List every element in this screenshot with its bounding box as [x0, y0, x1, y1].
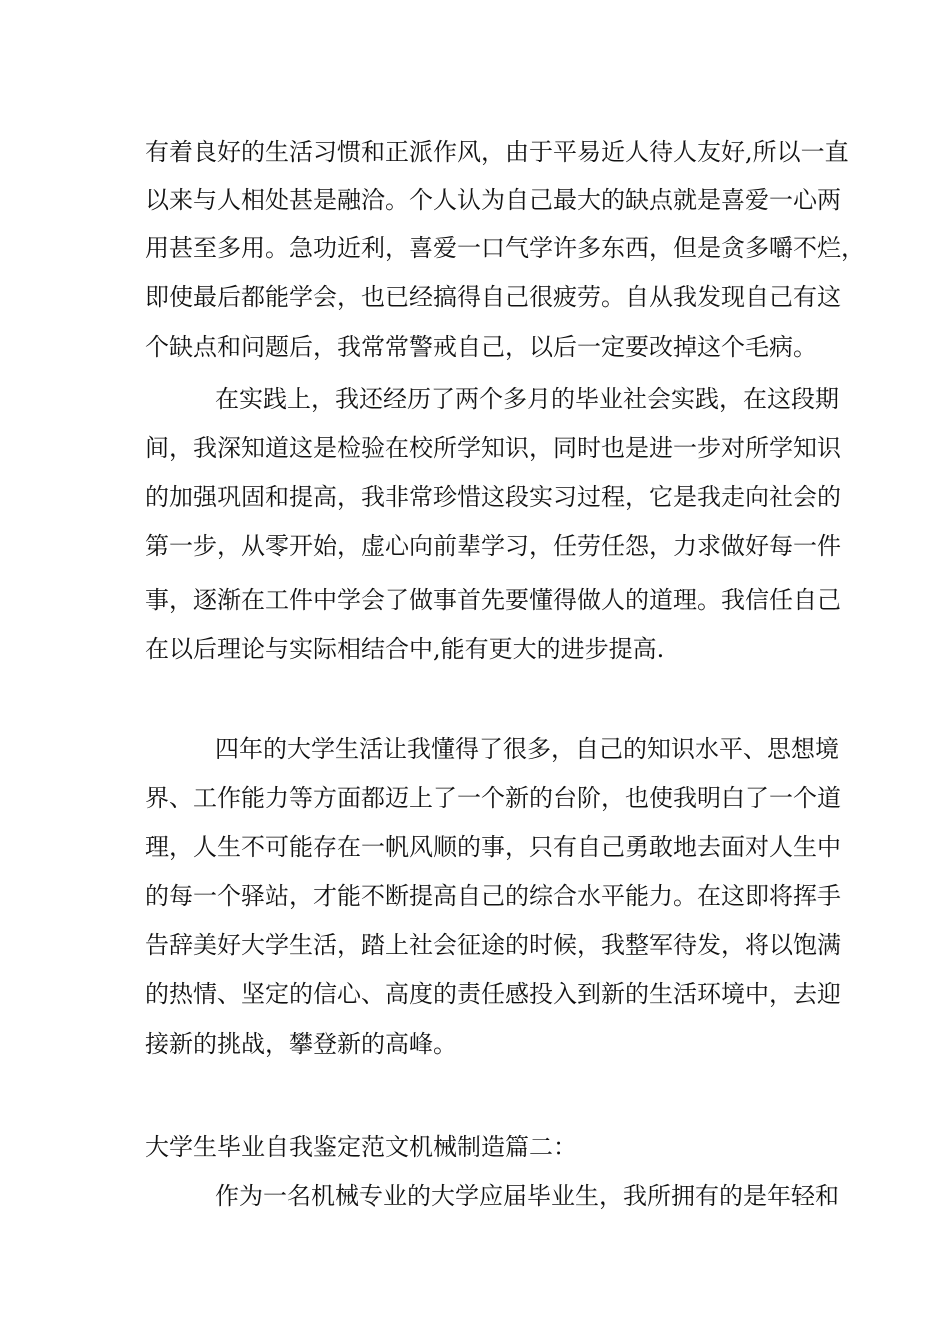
- paragraph-line: 在实践上，我还经历了两个多月的毕业社会实践，在这段期: [215, 385, 839, 413]
- paragraph-line: 个缺点和问题后，我常常警戒自己，以后一定要改掉这个毛病。: [145, 333, 817, 361]
- paragraph-line: 四年的大学生活让我懂得了很多，自己的知识水平、思想境: [215, 735, 839, 763]
- section-heading: 大学生毕业自我鉴定范文机械制造篇二：: [145, 1133, 577, 1161]
- paragraph-line: 理，人生不可能存在一帆风顺的事，只有自己勇敢地去面对人生中: [145, 833, 841, 861]
- paragraph-line: 用甚至多用。急功近利，喜爱一口气学许多东西，但是贪多嚼不烂，: [145, 234, 865, 262]
- paragraph-line: 界、工作能力等方面都迈上了一个新的台阶，也使我明白了一个道: [145, 784, 841, 812]
- paragraph-line: 在以后理论与实际相结合中,能有更大的进步提高.: [145, 635, 665, 663]
- paragraph-line: 事，逐渐在工件中学会了做事首先要懂得做人的道理。我信任自己: [145, 586, 841, 614]
- paragraph-line: 作为一名机械专业的大学应届毕业生，我所拥有的是年轻和: [215, 1182, 839, 1210]
- paragraph-line: 以来与人相处甚是融洽。个人认为自己最大的缺点就是喜爱一心两: [145, 186, 841, 214]
- paragraph-line: 的加强巩固和提高，我非常珍惜这段实习过程，它是我走向社会的: [145, 483, 841, 511]
- paragraph-line: 第一步，从零开始，虚心向前辈学习，任劳任怨，力求做好每一件: [145, 532, 841, 560]
- paragraph-line: 的热情、坚定的信心、高度的责任感投入到新的生活环境中，去迎: [145, 980, 841, 1008]
- paragraph-line: 接新的挑战，攀登新的高峰。: [145, 1030, 457, 1058]
- paragraph-line: 即使最后都能学会，也已经搞得自己很疲劳。自从我发现自己有这: [145, 283, 841, 311]
- paragraph-line: 间，我深知道这是检验在校所学知识，同时也是进一步对所学知识: [145, 434, 841, 462]
- paragraph-line: 有着良好的生活习惯和正派作风，由于平易近人待人友好,所以一直: [145, 138, 849, 166]
- paragraph-line: 的每一个驿站，才能不断提高自己的综合水平能力。在这即将挥手: [145, 882, 841, 910]
- paragraph-line: 告辞美好大学生活，踏上社会征途的时候，我整军待发，将以饱满: [145, 931, 841, 959]
